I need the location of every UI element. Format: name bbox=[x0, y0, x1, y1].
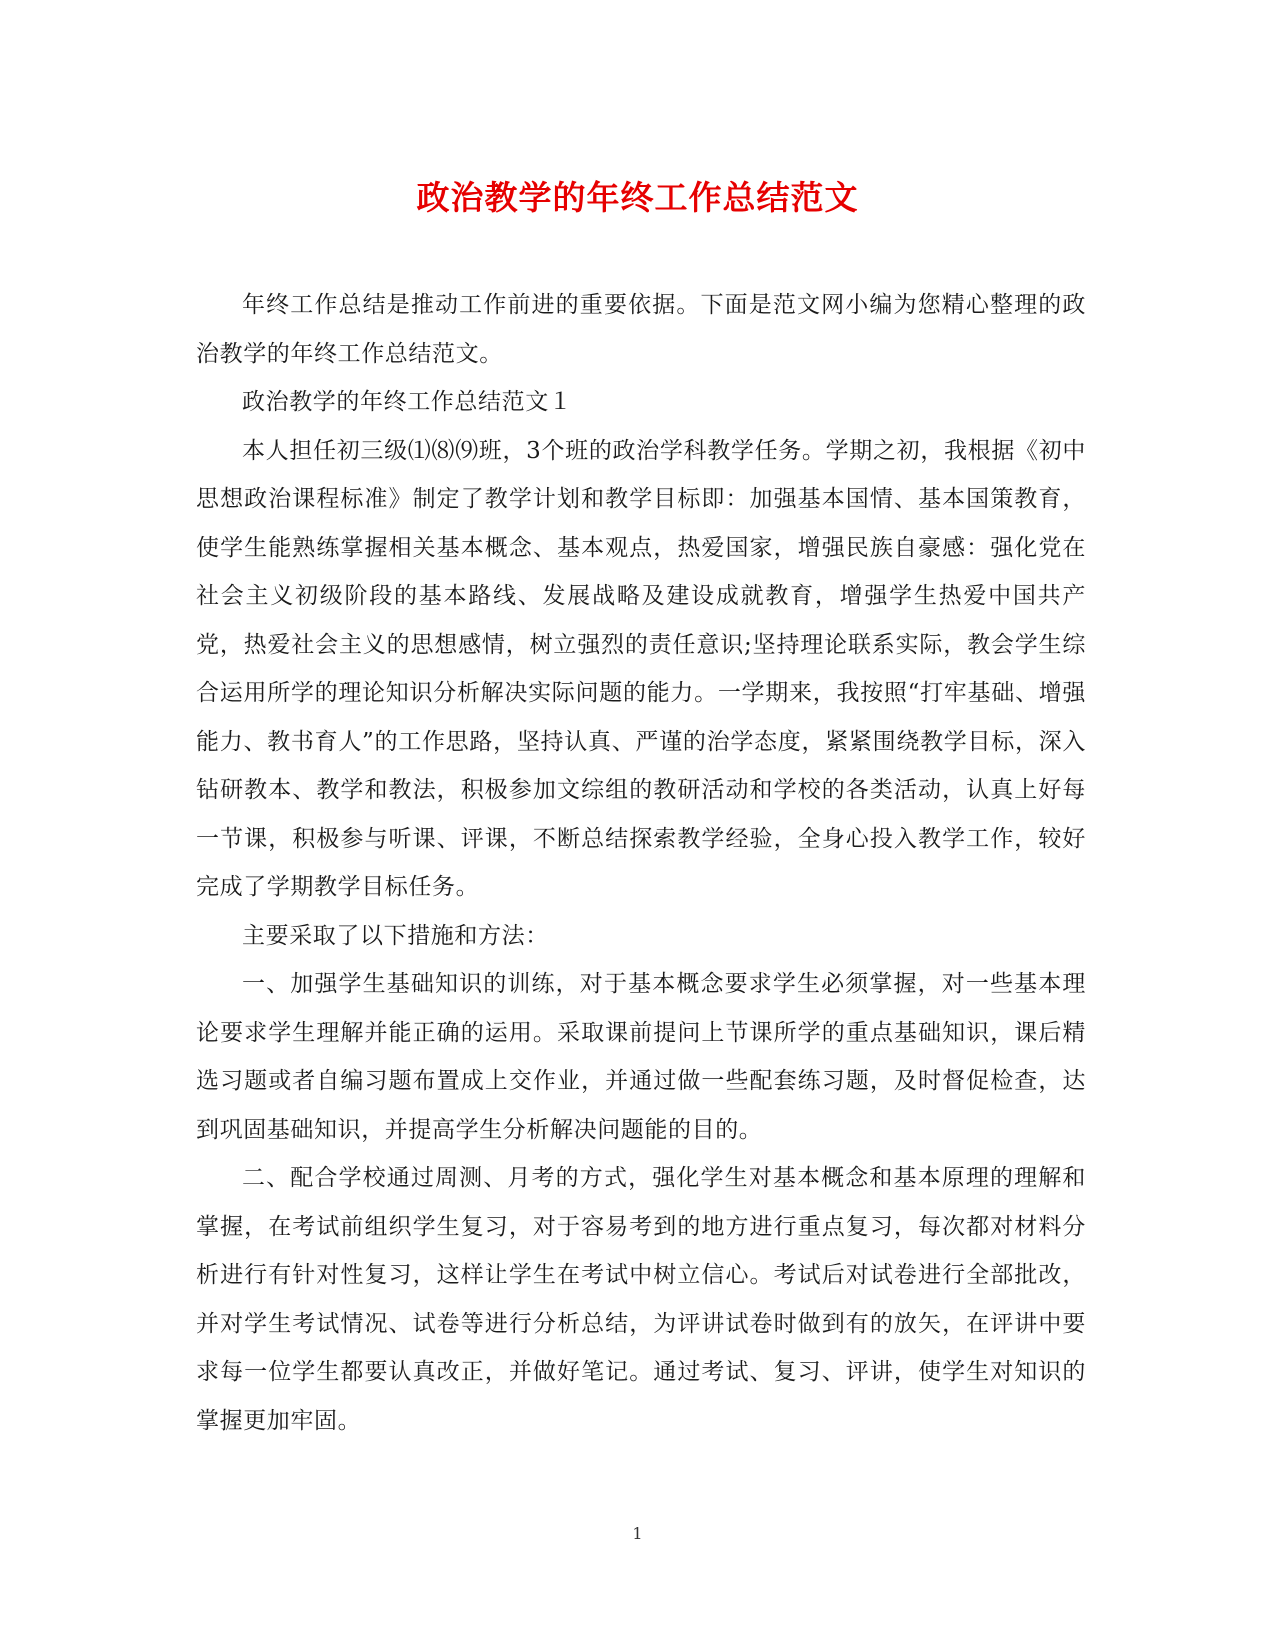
paragraph-measure-two: 二、配合学校通过周测、月考的方式，强化学生对基本概念和基本原理的理解和掌握，在考试前组织学生复习，对于容易考到的地方进行重点复习，每次都对材料分析进行有针对性复习，这样让学生在考试中树立信心。考试后对试卷进行全部批改，并对学生考试情况、试卷等进行分析总结，为评讲试卷时做到有的放矢，在评讲中要求每一位学生都要认真改正，并做好笔记。通过考试、复习、评讲，使学生对知识的掌握更加牢固。 bbox=[196, 1165, 1086, 1434]
page-number: 1 bbox=[632, 1524, 643, 1543]
paragraph-intro: 年终工作总结是推动工作前进的重要依据。下面是范文网小编为您精心整理的政治教学的年终工作总结范文。 bbox=[196, 292, 1086, 367]
paragraph-main: 本人担任初三级⑴⑻⑼班，3个班的政治学科教学任务。学期之初，我根据《初中思想政治课程标准》制定了教学计划和教学目标即：加强基本国情、基本国策教育，使学生能熟练掌握相关基本概念、基本观点，热爱国家，增强民族自豪感：强化党在社会主义初级阶段的基本路线、发展战略及建设成就教育，增强学生热爱中国共产党，热爱社会主义的思想感情，树立强烈的责任意识;坚持理论联系实际，教会学生综合运用所学的理论知识分析解决实际问题的能力。一学期来，我按照“打牢基础、增强能力、教书育人”的工作思路，坚持认真、严谨的治学态度，紧紧围绕教学目标，深入钻研教本、教学和教法，积极参加文综组的教研活动和学校的各类活动，认真上好每一节课，积极参与听课、评课，不断总结探索教学经验，全身心投入教学工作，较好完成了学期教学目标任务。 bbox=[196, 437, 1086, 900]
document-title: 政治教学的年终工作总结范文 bbox=[416, 178, 859, 217]
document-body bbox=[196, 281, 1086, 1445]
paragraph-measure-one: 一、加强学生基础知识的训练，对于基本概念要求学生必须掌握，对一些基本理论要求学生理解并能正确的运用。采取课前提问上节课所学的重点基础知识，课后精选习题或者自编习题布置成上交作业，并通过做一些配套练习题，及时督促检查，达到巩固基础知识，并提高学生分析解决问题能的目的。 bbox=[196, 971, 1086, 1143]
paragraph-measures-heading: 主要采取了以下措施和方法： bbox=[242, 922, 549, 949]
paragraph-section-heading: 政治教学的年终工作总结范文１ bbox=[242, 389, 573, 415]
